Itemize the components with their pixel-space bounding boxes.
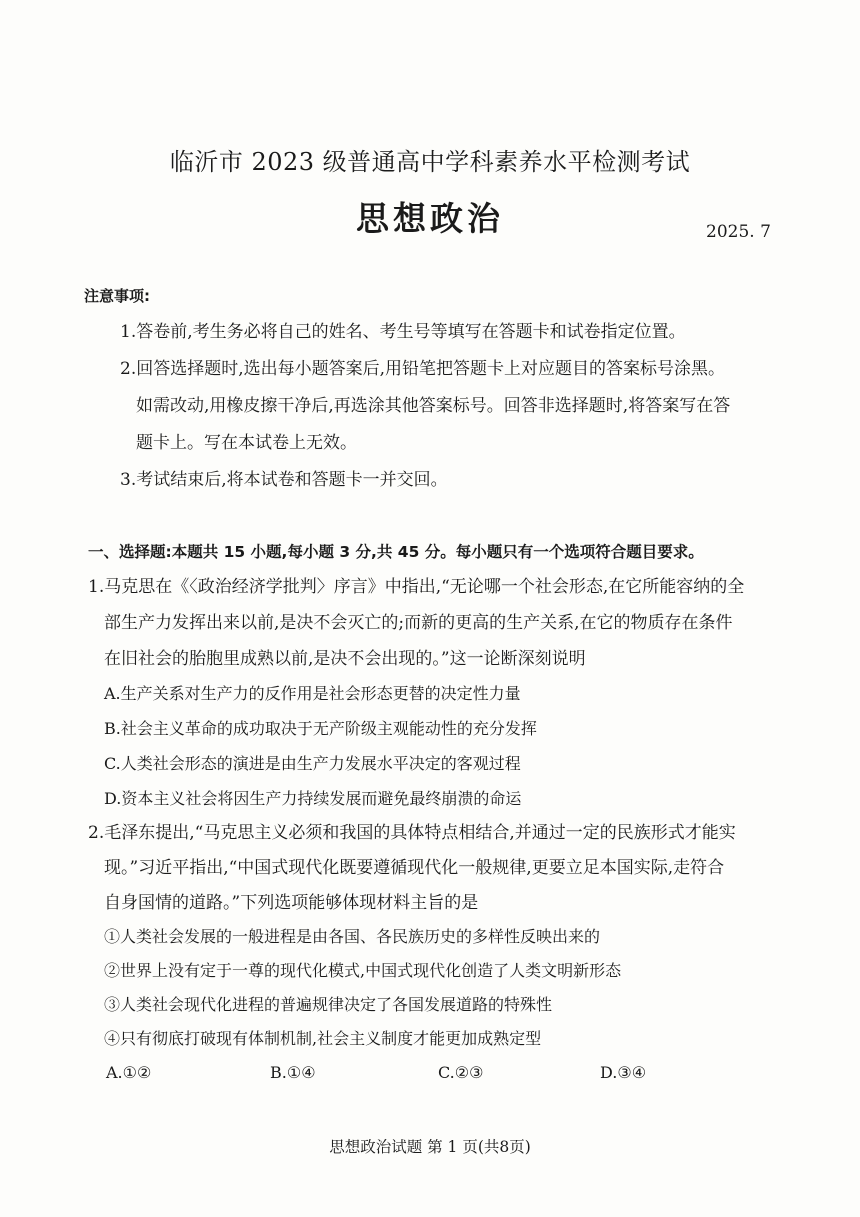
q2-stem-line: 2.毛泽东提出,“马克思主义必须和我国的具体特点相结合,并通过一定的民族形式才能实: [88, 823, 736, 843]
q1-option-c: C.人类社会形态的演进是由生产力发展水平决定的客观过程: [104, 754, 521, 773]
q2-statement-2: ②世界上没有定于一尊的现代化模式,中国式现代化创造了人类文明新形态: [104, 961, 622, 980]
page-footer: 思想政治试题 第 1 页(共8页): [329, 1138, 531, 1156]
note-line: 题卡上。写在本试卷上无效。: [136, 433, 357, 453]
q1-option-d: D.资本主义社会将因生产力持续发展而避免最终崩溃的命运: [104, 789, 522, 808]
note-line: 如需改动,用橡皮擦干净后,再选涂其他答案标号。回答非选择题时,将答案写在答: [136, 396, 731, 416]
note-line: 1.答卷前,考生务必将自己的姓名、考生号等填写在答题卡和试卷指定位置。: [120, 322, 686, 342]
q2-stem-line: 现。”习近平指出,“中国式现代化既要遵循现代化一般规律,更要立足本国实际,走符合: [104, 858, 725, 878]
q2-option-b: B.①④: [270, 1063, 316, 1082]
q2-stem-line: 自身国情的道路。”下列选项能够体现材料主旨的是: [104, 893, 479, 913]
note-line: 2.回答选择题时,选出每小题答案后,用铅笔把答题卡上对应题目的答案标号涂黑。: [120, 359, 726, 379]
exam-title: 临沂市 2023 级普通高中学科素养水平检测考试: [169, 148, 691, 176]
q2-statement-4: ④只有彻底打破现有体制机制,社会主义制度才能更加成熟定型: [104, 1029, 542, 1048]
q1-option-b: B.社会主义革命的成功取决于无产阶级主观能动性的充分发挥: [104, 719, 537, 738]
q2-statement-1: ①人类社会发展的一般进程是由各国、各民族历史的多样性反映出来的: [104, 927, 601, 946]
q1-stem-line: 部生产力发挥出来以前,是决不会灭亡的;而新的更高的生产关系,在它的物质存在条件: [104, 613, 733, 633]
q1-stem-line: 1.马克思在《〈政治经济学批判〉序言》中指出,“无论哪一个社会形态,在它所能容纳的全: [88, 577, 745, 597]
q1-option-a: A.生产关系对生产力的反作用是社会形态更替的决定性力量: [104, 684, 521, 703]
notes-title: 注意事项:: [84, 287, 150, 305]
note-line: 3.考试结束后,将本试卷和答题卡一并交回。: [120, 470, 448, 490]
q2-option-c: C.②③: [438, 1063, 484, 1082]
q2-statement-3: ③人类社会现代化进程的普遍规律决定了各国发展道路的特殊性: [104, 995, 553, 1014]
q2-option-a: A.①②: [106, 1063, 152, 1082]
exam-date: 2025. 7: [706, 222, 771, 242]
subject-title: 思想政治: [356, 199, 504, 238]
q1-stem-line: 在旧社会的胎胞里成熟以前,是决不会出现的。”这一论断深刻说明: [104, 649, 586, 669]
section-heading: 一、选择题:本题共 15 小题,每小题 3 分,共 45 分。每小题只有一个选项符合题目要求。: [88, 543, 704, 561]
q2-option-d: D.③④: [600, 1063, 647, 1082]
